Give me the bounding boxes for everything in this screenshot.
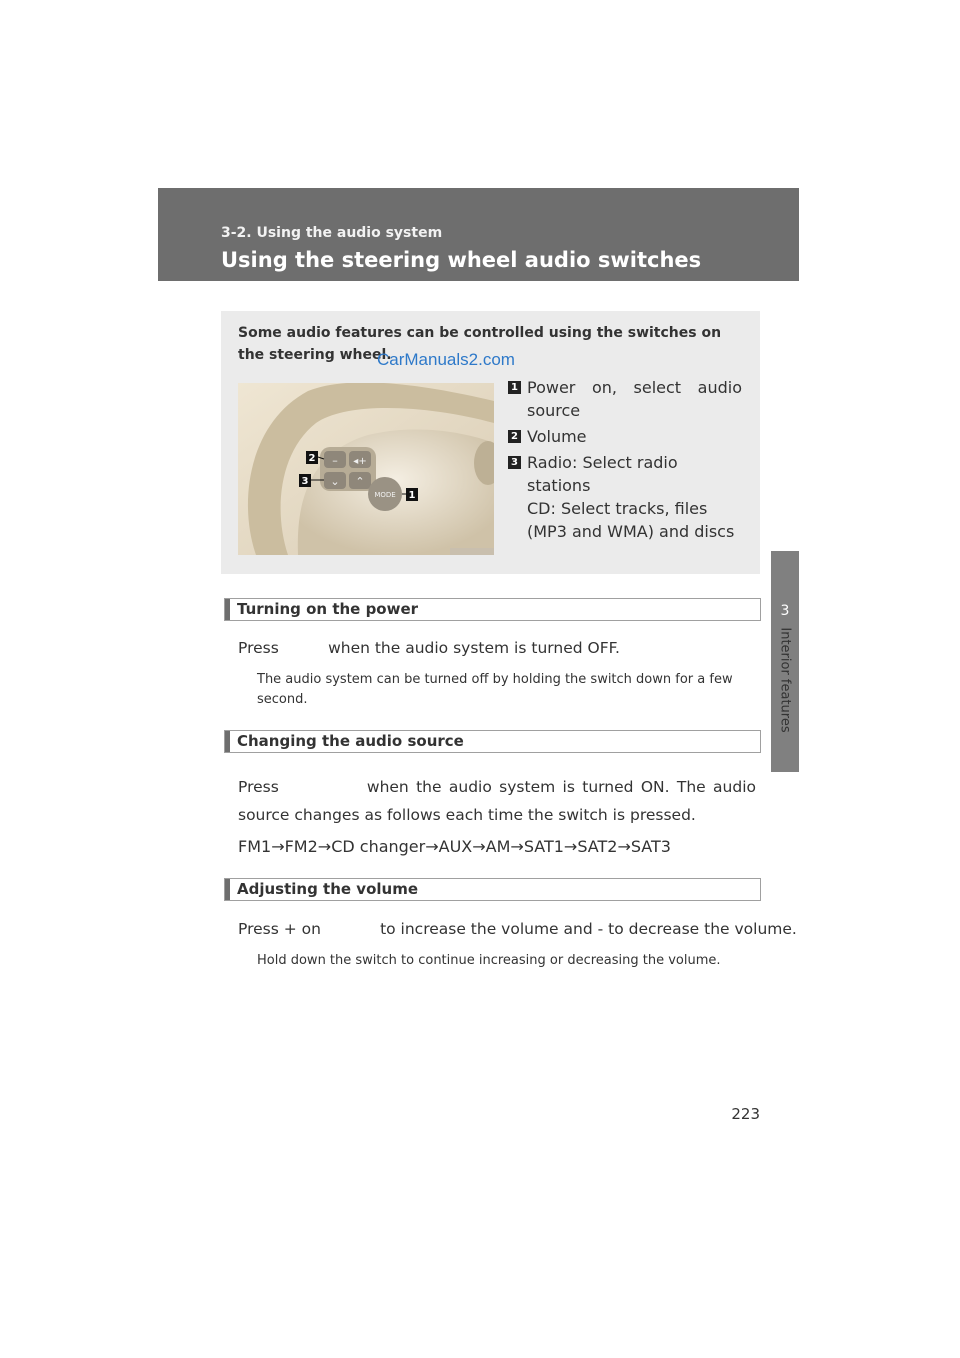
legend-text-2: Volume (527, 427, 587, 446)
callout-3-number: 3 (301, 476, 309, 487)
page-number: 223 (731, 1105, 760, 1123)
legend-item-1 (508, 376, 742, 422)
chapter-label: Interior features (777, 627, 793, 733)
heading-text: Changing the audio source (237, 732, 464, 750)
callout-1-number: 1 (408, 490, 416, 501)
section-label: 3-2. Using the audio system (221, 225, 443, 241)
chapter-number: 3 (780, 603, 790, 619)
figure-legend (508, 376, 742, 546)
source-instruction: Press when the audio system is turned ON. The audio source changes as follows each time the switch is pressed. (238, 778, 761, 824)
steering-wheel-figure (238, 383, 494, 555)
legend-text-1 (527, 376, 742, 422)
volume-note: Hold down the switch to continue increasing or decreasing the volume. (257, 953, 721, 968)
heading-text: Turning on the power (237, 600, 419, 618)
volume-instruction: Press + on to increase the volume and - to decrease the volume. (238, 920, 797, 938)
seek-up-label: ⌃ (355, 475, 365, 488)
legend-badge-3: 3 (508, 456, 521, 469)
volume-up-label: ◂+ (353, 456, 367, 467)
legend-item-2 (508, 425, 742, 448)
heading-changing-source (224, 730, 761, 753)
legend-badge-1: 1 (508, 381, 521, 394)
heading-text: Adjusting the volume (237, 880, 418, 898)
heading-adjusting-volume (224, 878, 761, 901)
legend-badge-2: 2 (508, 430, 521, 443)
photo-code-strip (450, 548, 494, 555)
mode-button-label: MODE (374, 491, 396, 499)
power-note: The audio system can be turned off by holding the switch down for a few second. (257, 672, 733, 707)
callout-2-number: 2 (308, 453, 316, 464)
heading-turning-on-power (224, 598, 761, 621)
source-sequence: FM1→FM2→CD changer→AUX→AM→SAT1→SAT2→SAT3 (238, 837, 671, 856)
legend-text-3a: Radio: Select radio stations (527, 453, 678, 495)
intro-text: Some audio features can be controlled using the switches on the steering wheel. (238, 325, 722, 363)
legend-text-3b: CD: Select tracks, files (MP3 and WMA) and discs (527, 499, 735, 541)
legend-item-3 (508, 451, 742, 543)
watermark-logo: CarManuals2.com (377, 350, 515, 369)
power-instruction: Press when the audio system is turned OFF. (238, 639, 620, 657)
legend-text-1-value: Power on, select audio source (527, 378, 742, 420)
page-title: Using the steering wheel audio switches (221, 248, 702, 272)
seek-down-label: ⌄ (330, 475, 340, 488)
volume-down-label: – (332, 454, 338, 467)
